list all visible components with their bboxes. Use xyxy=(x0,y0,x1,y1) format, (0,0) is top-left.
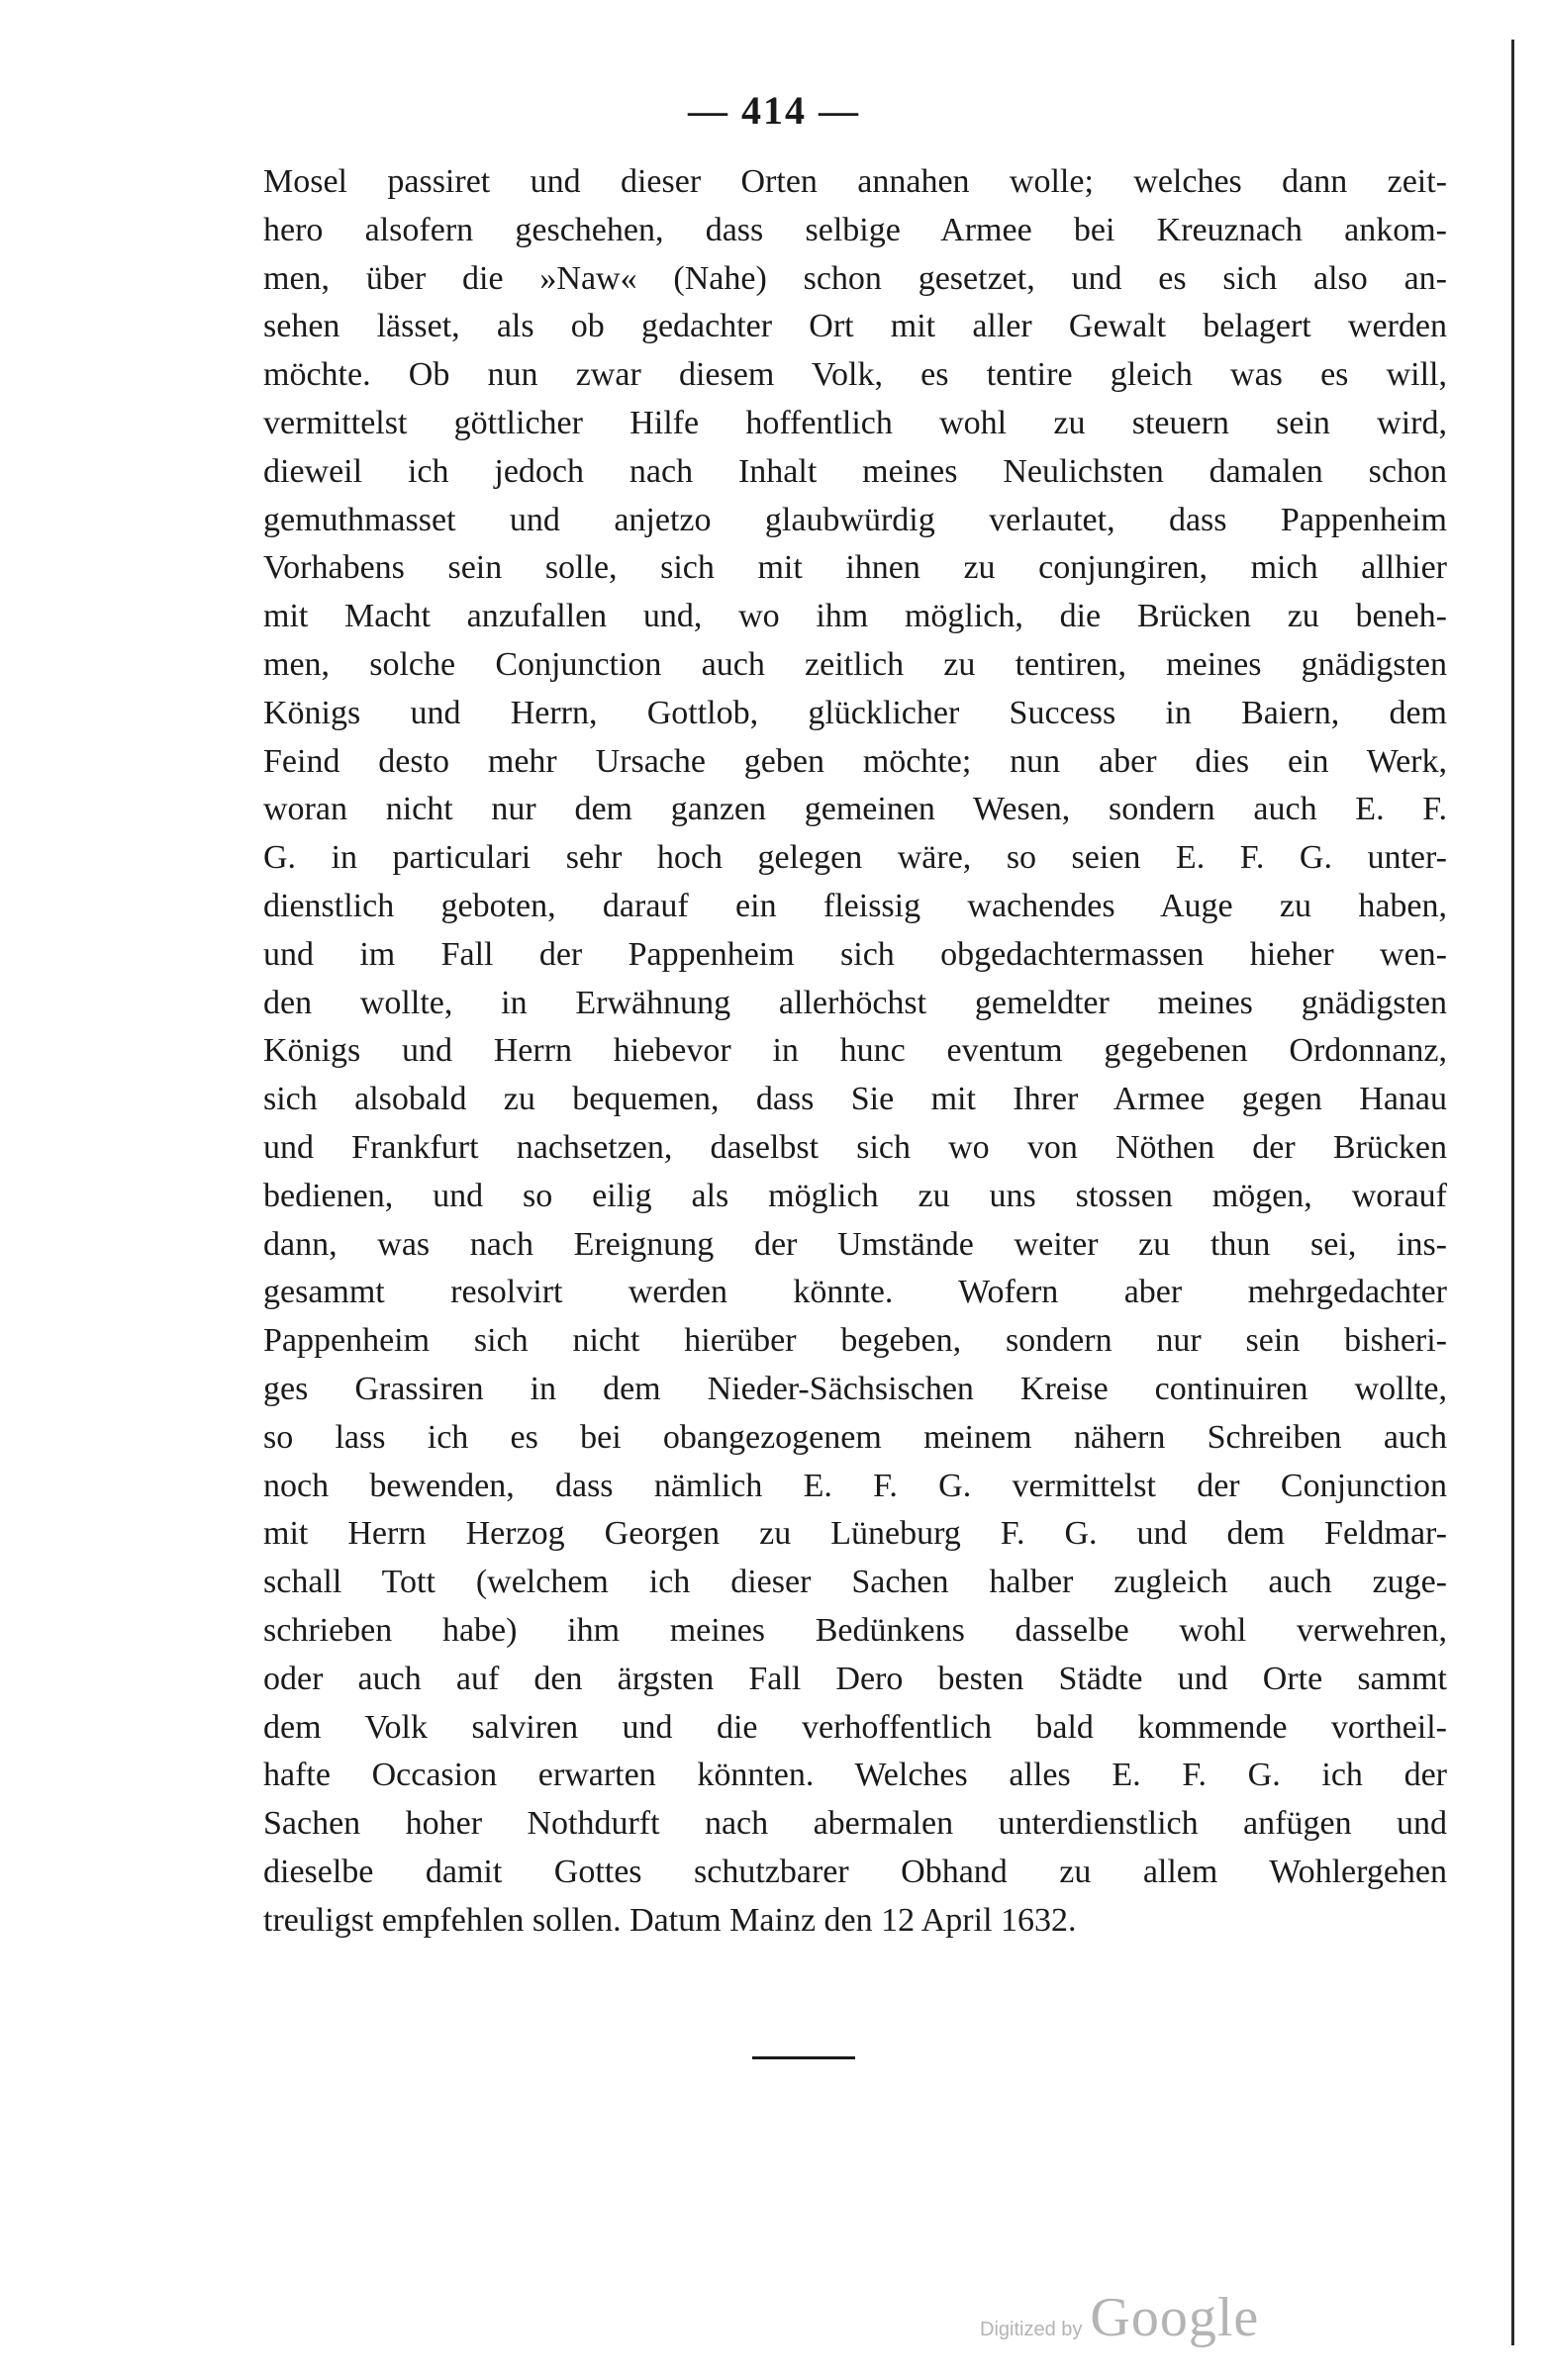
text-line: treuligst empfehlen sollen. Datum Mainz den 12 April 1632. xyxy=(263,1901,1077,1939)
text-line: bedienen, und so eilig als möglich zu uns stossen mögen, worauf xyxy=(263,1177,1447,1214)
text-line: schrieben habe) ihm meines Bedünkens dasselbe wohl verwehren, xyxy=(263,1611,1447,1649)
text-line: den wollte, in Erwähnung allerhöchst gemeldter meines gnädigsten xyxy=(263,984,1447,1021)
google-logo: Google xyxy=(1090,2287,1260,2348)
text-line: G. in particulari sehr hoch gelegen wäre, so seien E. F. G. unter- xyxy=(263,839,1447,877)
text-line: Mosel passiret und dieser Orten annahen wolle; welches dann zeit- xyxy=(263,163,1447,200)
watermark-prefix: Digitized by xyxy=(980,2319,1083,2340)
text-line: dem Volk salviren und die verhoffentlich bald kommende vortheil- xyxy=(263,1708,1447,1746)
text-line: sehen lässet, als ob gedachter Ort mit aller Gewalt belagert werden xyxy=(263,308,1447,345)
text-line: woran nicht nur dem ganzen gemeinen Wesen, sondern auch E. F. xyxy=(263,791,1447,828)
text-line: hero alsofern geschehen, dass selbige Armee bei Kreuznach ankom- xyxy=(263,211,1447,248)
text-line: dieselbe damit Gottes schutzbarer Obhand zu allem Wohlergehen xyxy=(263,1853,1447,1890)
text-line: mit Macht anzufallen und, wo ihm möglich, die Brücken zu beneh- xyxy=(263,598,1447,635)
text-line: und im Fall der Pappenheim sich obgedachtermassen hieher wen- xyxy=(263,935,1447,973)
text-line: dienstlich geboten, darauf ein fleissig wachendes Auge zu haben, xyxy=(263,887,1447,924)
text-line: oder auch auf den ärgsten Fall Dero besten Städte und Orte sammt xyxy=(263,1660,1447,1697)
text-line: dieweil ich jedoch nach Inhalt meines Neulichsten damalen schon xyxy=(263,452,1447,490)
text-line: mit Herrn Herzog Georgen zu Lüneburg F. G. und dem Feldmar- xyxy=(263,1515,1447,1553)
text-line: vermittelst göttlicher Hilfe hoffentlich wohl zu steuern sein wird, xyxy=(263,404,1447,441)
text-line: und Frankfurt nachsetzen, daselbst sich wo von Nöthen der Brücken xyxy=(263,1128,1447,1166)
section-end-rule xyxy=(752,2056,855,2059)
text-line: so lass ich es bei obangezogenem meinem nähern Schreiben auch xyxy=(263,1418,1447,1456)
text-line: men, solche Conjunction auch zeitlich zu tentiren, meines gnädigsten xyxy=(263,645,1447,683)
text-line: Pappenheim sich nicht hierüber begeben, sondern nur sein bisheri- xyxy=(263,1322,1447,1360)
text-line: Königs und Herrn, Gottlob, glücklicher Success in Baiern, dem xyxy=(263,694,1447,731)
body-text xyxy=(263,158,1447,1945)
page-number: — 414 — xyxy=(688,88,860,133)
text-line: Vorhabens sein solle, sich mit ihnen zu conjungiren, mich allhier xyxy=(263,549,1447,587)
text-line: ges Grassiren in dem Nieder-Sächsischen Kreise continuiren wollte, xyxy=(263,1370,1447,1407)
text-line: Sachen hoher Nothdurft nach abermalen unterdienstlich anfügen und xyxy=(263,1805,1447,1843)
text-line: men, über die »Naw« (Nahe) schon gesetzet, und es sich also an- xyxy=(263,259,1447,297)
page-edge-line xyxy=(1511,40,1514,2345)
text-line: gemuthmasset und anjetzo glaubwürdig verlautet, dass Pappenheim xyxy=(263,501,1447,538)
text-line: Königs und Herrn hiebevor in hunc eventum gegebenen Ordonnanz, xyxy=(263,1032,1447,1070)
text-line: möchte. Ob nun zwar diesem Volk, es tentire gleich was es will, xyxy=(263,356,1447,394)
digitized-watermark xyxy=(980,2286,1259,2355)
text-line: sich alsobald zu bequemen, dass Sie mit Ihrer Armee gegen Hanau xyxy=(263,1081,1447,1118)
text-line: dann, was nach Ereignung der Umstände weiter zu thun sei, ins- xyxy=(263,1225,1447,1263)
text-line: schall Tott (welchem ich dieser Sachen halber zugleich auch zuge- xyxy=(263,1564,1447,1601)
text-line: gesammt resolvirt werden könnte. Wofern aber mehrgedachter xyxy=(263,1274,1447,1311)
text-line: Feind desto mehr Ursache geben möchte; nun aber dies ein Werk, xyxy=(263,742,1447,780)
text-line: noch bewenden, dass nämlich E. F. G. vermittelst der Conjunction xyxy=(263,1467,1447,1504)
text-line: hafte Occasion erwarten könnten. Welches alles E. F. G. ich der xyxy=(263,1757,1447,1794)
